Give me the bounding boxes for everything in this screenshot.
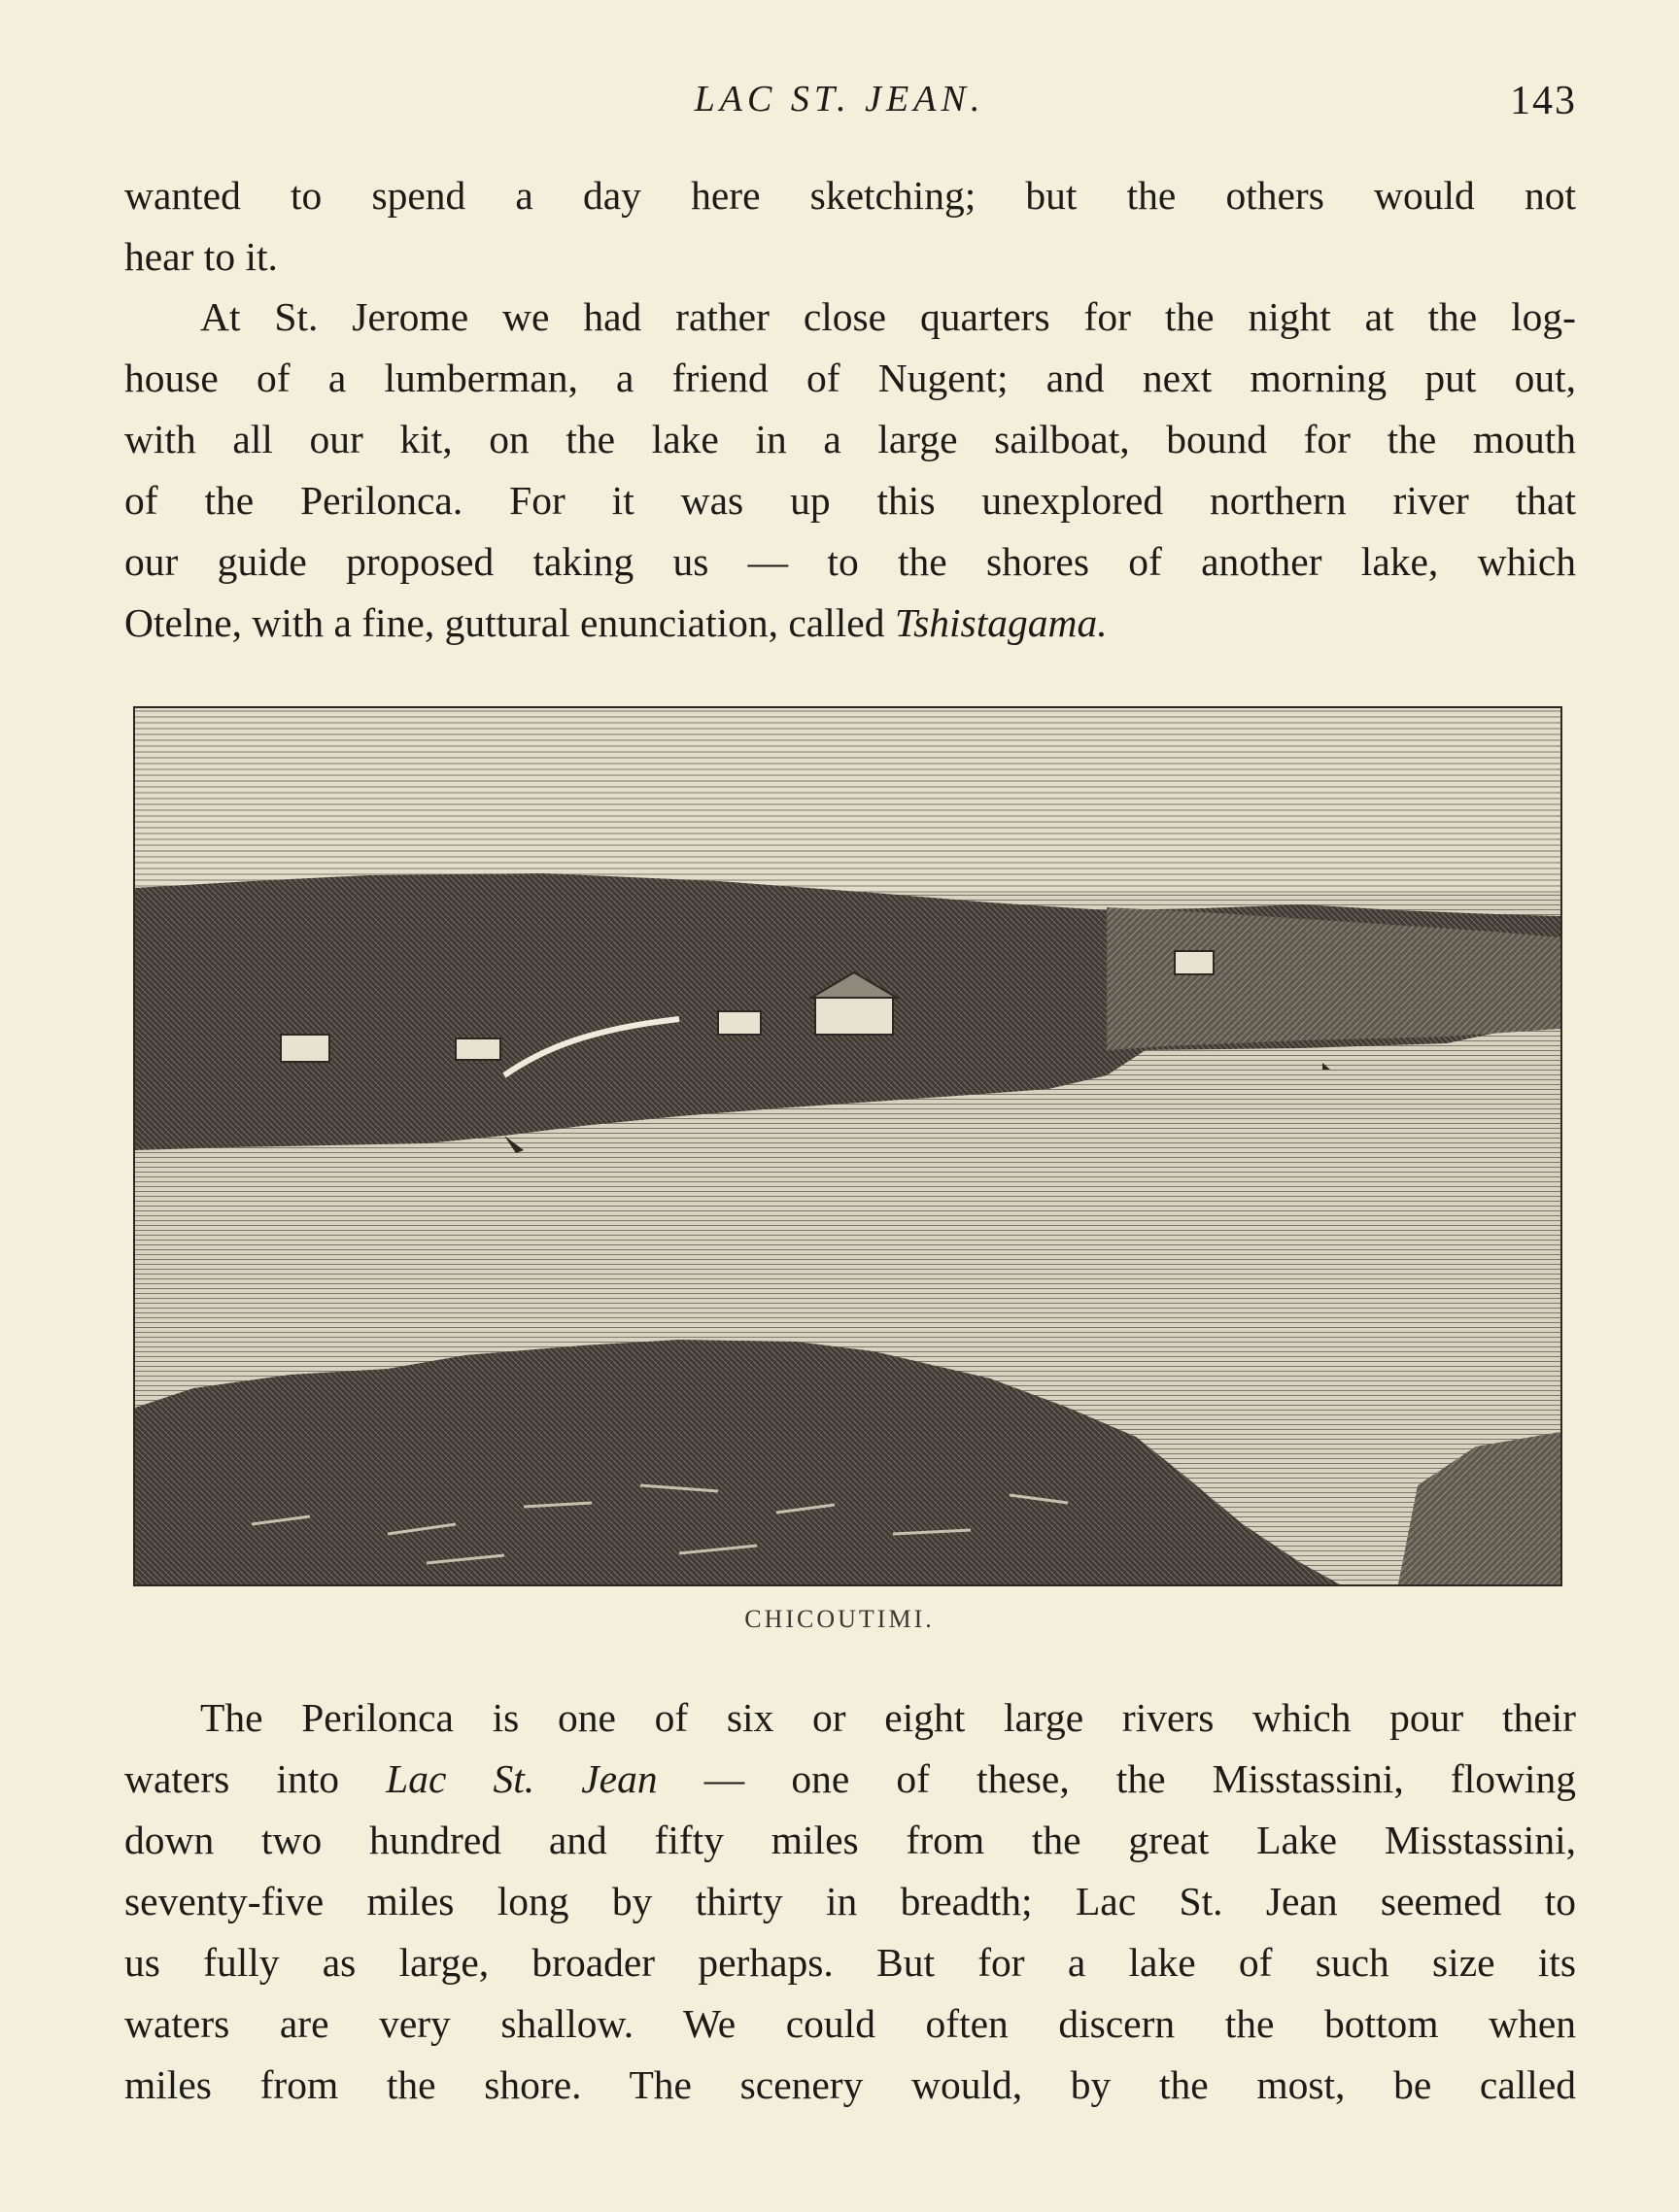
running-head [0,78,1679,136]
text-line: At St. Jerome we had rather close quarters for the night at the log- [200,294,1576,339]
chicoutimi-engraving [135,708,1560,1584]
running-title: LAC ST. JEAN. [694,79,985,119]
text-line: of the Perilonca. For it was up this unexplored northern river that [124,478,1576,523]
text-line: waters are very shallow. We could often discern the bottom when [124,2001,1576,2046]
italic-term: Lac St. Jean [386,1756,658,1801]
text-line: house of a lumberman, a friend of Nugent; and next morning put out, [124,356,1576,400]
text-line: wanted to spend a day here sketching; but the others would not [124,173,1576,218]
paragraph-2 [124,287,1576,654]
text-line: with all our kit, on the lake in a large sailboat, bound for the mouth [124,417,1576,461]
paragraph-1 [124,165,1576,288]
text-line: us fully as large, broader perhaps. But for a lake of such size its [124,1940,1576,1985]
text-run: Otelne, with a fine, guttural enunciation, called [124,600,895,645]
text-line [124,1749,1576,1810]
text-line: The Perilonca is one of six or eight large rivers which pour their [200,1695,1576,1740]
page-number: 143 [1510,79,1577,123]
text-line [124,593,1576,654]
engraving-illustration [133,706,1562,1586]
italic-term: Tshistagama. [894,600,1108,645]
text-line: seventy-five miles long by thirty in breadth; Lac St. Jean seemed to [124,1879,1576,1923]
paragraph-3 [124,1687,1576,2116]
text-run: — one of these, the Misstassini, flowing [657,1756,1576,1801]
text-line: miles from the shore. The scenery would, by the most, be called [124,2062,1576,2107]
text-line: hear to it. [124,234,278,279]
text-run: waters into [124,1756,387,1801]
figure-caption: CHICOUTIMI. [744,1605,935,1633]
text-line: our guide proposed taking us — to the shores of another lake, which [124,539,1576,584]
text-line: down two hundred and fifty miles from the great Lake Misstassini, [124,1818,1576,1862]
